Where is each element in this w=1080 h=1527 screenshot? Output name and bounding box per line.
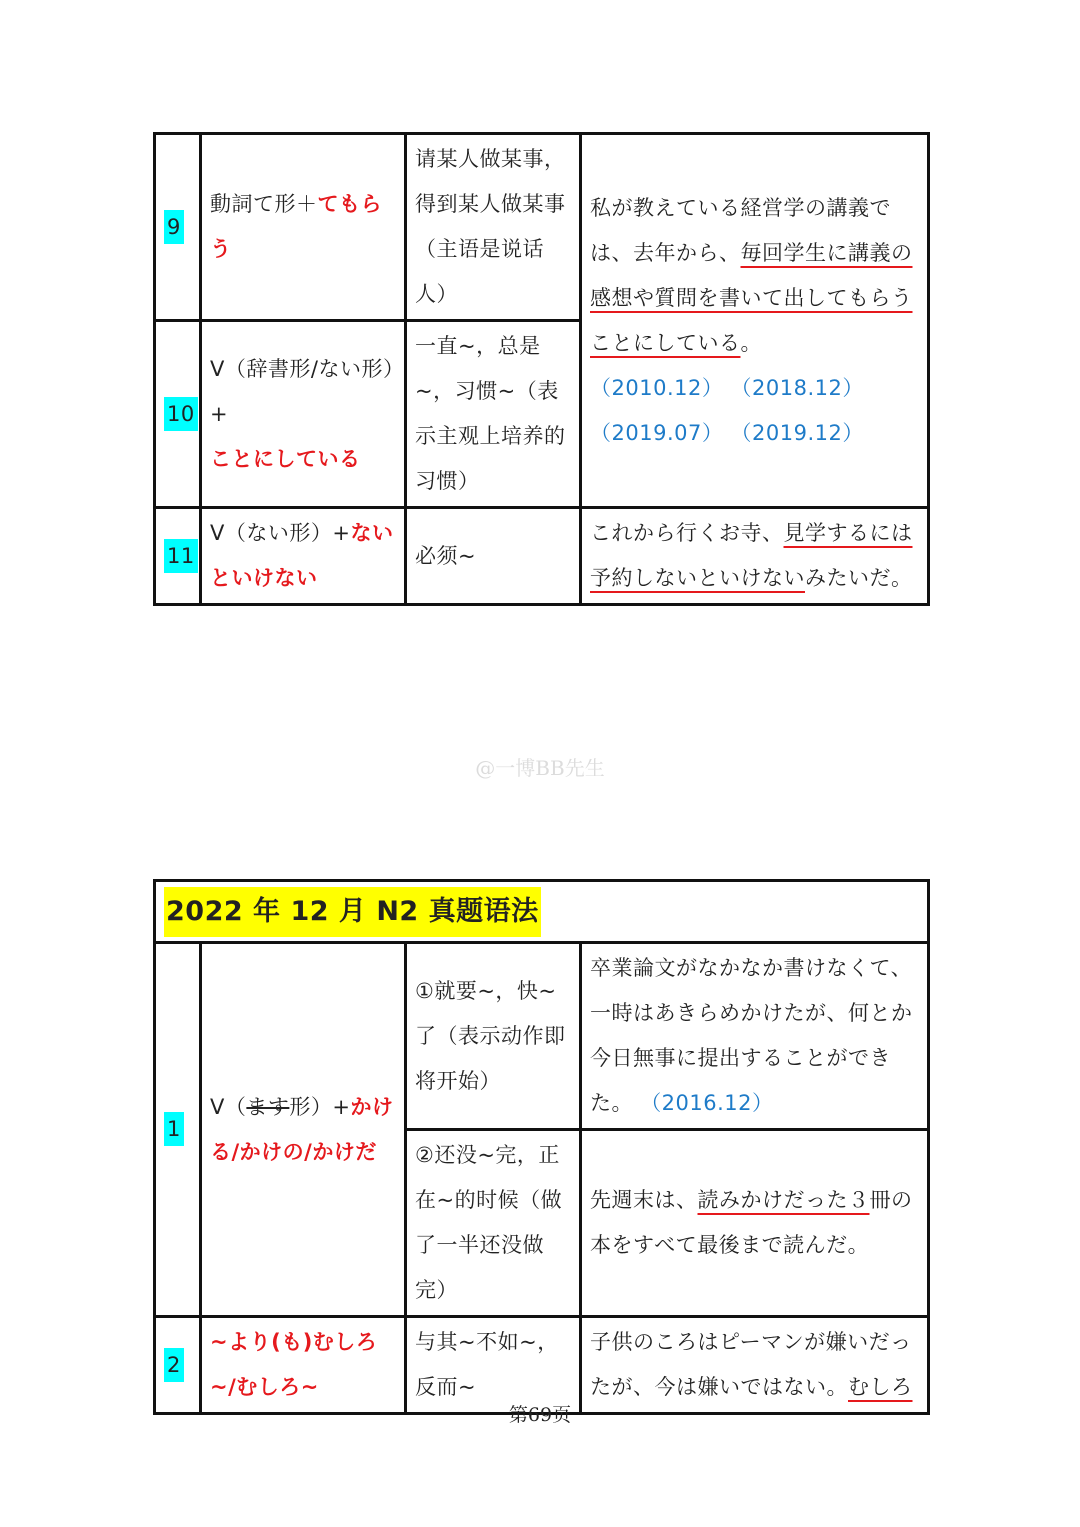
example-underlined: 読みかけだった３ (697, 1188, 870, 1212)
row-number-cell (155, 321, 201, 508)
row-number-cell (155, 1317, 201, 1414)
exam-date: （2010.12） (590, 375, 724, 400)
example-text-end: 。 (740, 330, 762, 355)
pattern-highlight: ないといけない (210, 521, 394, 590)
pattern-cell (201, 943, 406, 1317)
pattern-highlight: てもらう (210, 192, 382, 261)
row-number: 1 (164, 1112, 184, 1146)
example-text: 子供のころはピーマンが嫌いだったが、今は嫌いではない。 (590, 1330, 912, 1399)
meaning-text: 请某人做某事，得到某人做某事（主语是说话人） (415, 147, 566, 306)
example-underlined: むしろ (848, 1375, 913, 1399)
pattern-text: V（ (210, 1094, 247, 1119)
table-row (155, 1317, 929, 1414)
grammar-table-2 (153, 879, 930, 1415)
pattern-text: V（ない形）+ (210, 521, 351, 545)
example-text: 先週末は、 (590, 1188, 698, 1212)
table-title-cell (155, 881, 929, 943)
exam-date: （2018.12） (730, 375, 864, 400)
watermark: @一博BB先生 (475, 756, 605, 780)
meaning-text: 必须~ (415, 543, 477, 568)
example-cell (581, 134, 929, 508)
row-number: 2 (164, 1348, 184, 1382)
row-number-cell (155, 134, 201, 321)
example-text: 卒業論文がなかなか書けなくて、一時はあきらめかけたが、何とか今日無事に提出することができた。 (590, 956, 913, 1115)
pattern-highlight: ことにしている (210, 446, 361, 471)
meaning-text: ①就要~，快~了（表示动作即将开始） (415, 978, 566, 1093)
pattern-highlight: かける/かけの/かけだ (210, 1094, 394, 1164)
pattern-text-end: 形）+ (289, 1094, 351, 1119)
row-number: 10 (164, 397, 198, 431)
meaning-cell (406, 134, 581, 321)
example-text-end: みたいだ。 (805, 566, 913, 590)
pattern-cell (201, 321, 406, 508)
table-title-row (155, 881, 929, 943)
pattern-text: 動詞て形＋ (210, 192, 318, 216)
meaning-text: ②还没~完，正在~的时候（做了一半还没做完） (415, 1143, 563, 1302)
table-row (155, 134, 929, 321)
meaning-cell (406, 321, 581, 508)
meaning-cell (406, 943, 581, 1130)
example-text: 私が教えている経営学の講義では、去年から、 (590, 195, 891, 265)
pattern-cell (201, 1317, 406, 1414)
pattern-struck: ます (246, 1094, 290, 1119)
row-number-cell (155, 508, 201, 605)
table-row (155, 508, 929, 605)
meaning-cell (406, 1130, 581, 1317)
meaning-cell (406, 1317, 581, 1414)
example-cell (581, 1130, 929, 1317)
exam-date: （2016.12） (640, 1091, 774, 1115)
example-underlined: 見学するには予約しないといけない (590, 521, 913, 590)
meaning-text: 一直~，总是~，习惯~（表示主观上培养的习惯） (415, 334, 566, 493)
meaning-cell (406, 508, 581, 605)
example-text: これから行くお寺、 (590, 521, 784, 545)
page-number: 第69页 (508, 1404, 572, 1426)
grammar-table-1 (153, 132, 930, 606)
exam-date: （2019.12） (730, 420, 864, 445)
row-number: 11 (164, 539, 198, 573)
table-title: 2022 年 12 月 N2 真题语法 (164, 887, 541, 937)
row-number-cell (155, 943, 201, 1317)
example-underlined: 毎回学生に講義の感想や質問を書いて出してもらうことにしている (590, 240, 913, 355)
pattern-cell (201, 134, 406, 321)
pattern-text: V（辞書形/ない形）+ (210, 356, 394, 426)
exam-date: （2019.07） (590, 420, 724, 445)
meaning-text: 与其~不如~，反而~ (415, 1330, 559, 1399)
table-row (155, 943, 929, 1130)
pattern-cell (201, 508, 406, 605)
example-cell (581, 1317, 929, 1414)
row-number: 9 (164, 210, 184, 244)
example-cell (581, 508, 929, 605)
pattern-highlight: ~より(も)むしろ~/むしろ~ (210, 1330, 378, 1399)
example-text-end: 冊の本をすべて最後まで読んだ。 (590, 1188, 913, 1257)
example-cell (581, 943, 929, 1130)
